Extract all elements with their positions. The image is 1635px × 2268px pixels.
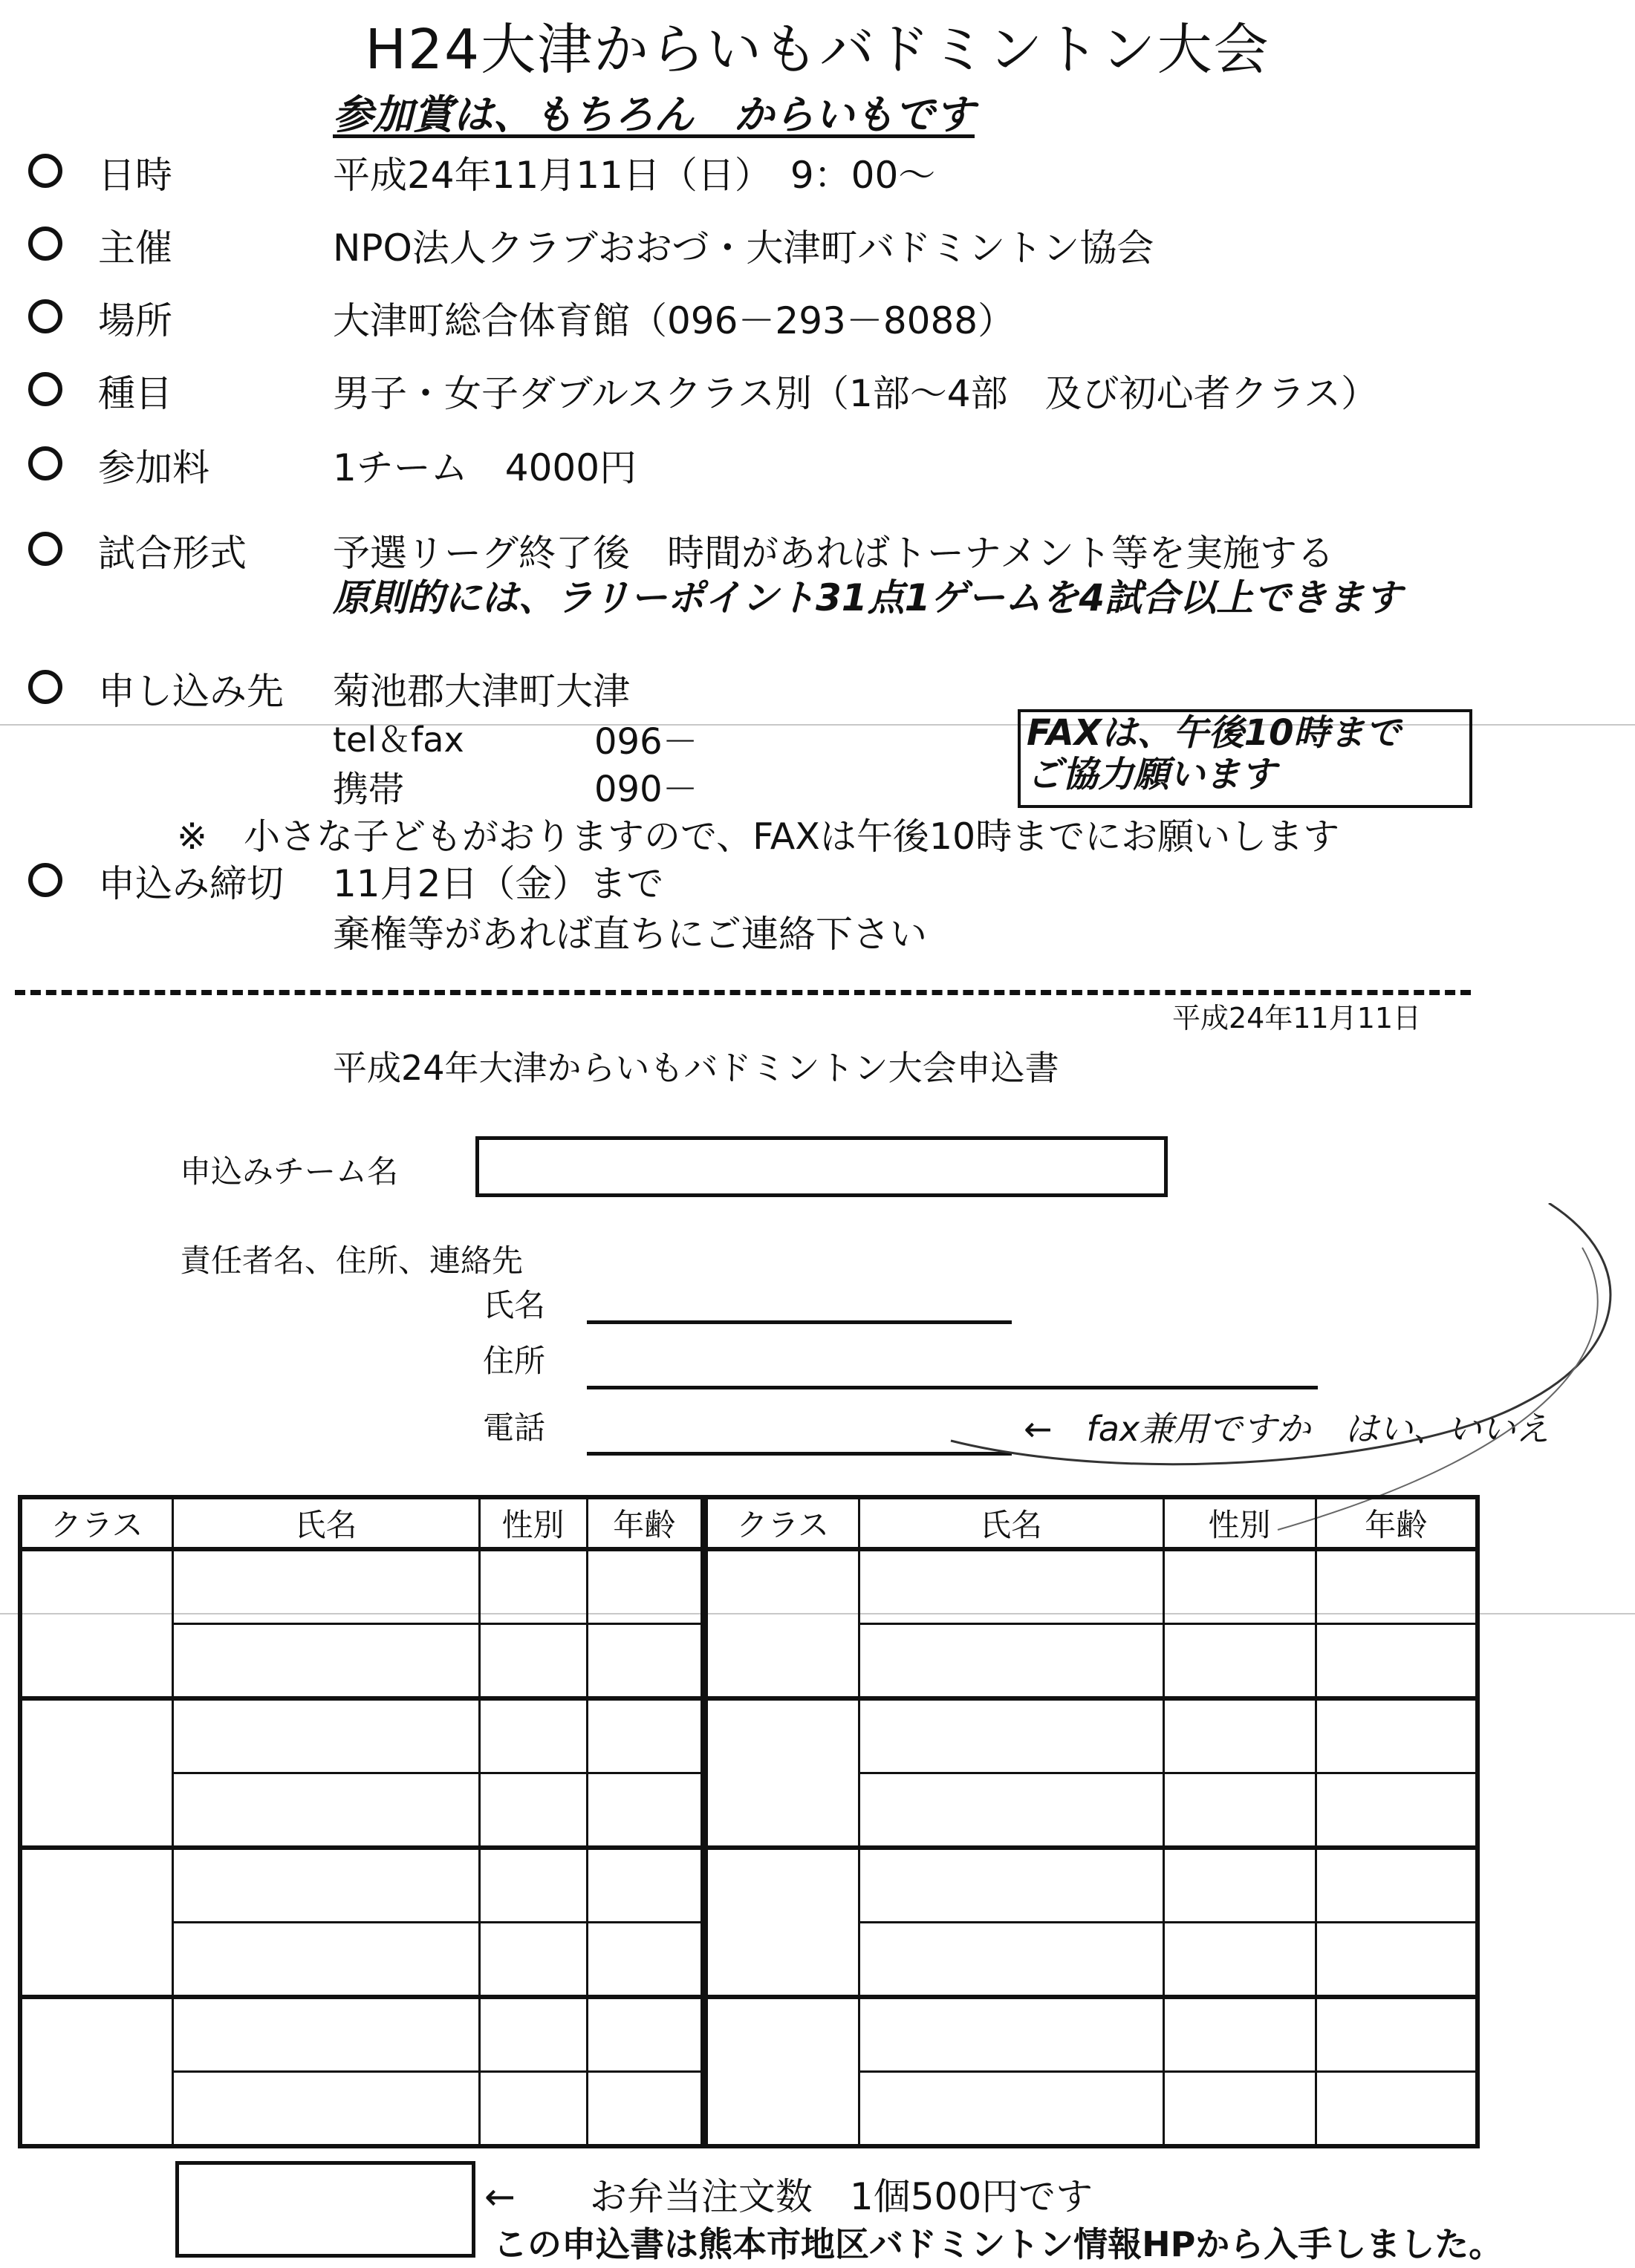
age-cell[interactable]	[587, 1848, 704, 1923]
bullet-circle-icon	[28, 863, 62, 897]
tel-fax-label: tel＆fax	[333, 720, 464, 760]
fax-note-line2: ご協力願います	[1027, 754, 1277, 795]
bullet-circle-icon	[28, 446, 62, 480]
tel-fax-value: 096－	[594, 721, 698, 763]
gender-cell[interactable]	[1163, 1624, 1316, 1699]
age-cell[interactable]	[1316, 1923, 1478, 1998]
name-cell[interactable]	[859, 1997, 1163, 2072]
name-cell[interactable]	[172, 1624, 479, 1699]
age-cell[interactable]	[1316, 1773, 1478, 1848]
gender-cell[interactable]	[1163, 1848, 1316, 1923]
item-label-host: 主催	[98, 227, 172, 270]
name-cell[interactable]	[859, 1549, 1163, 1624]
age-cell[interactable]	[1316, 1624, 1478, 1699]
item-value-date: 平成24年11月11日（日） 9：00～	[333, 154, 936, 197]
name-cell[interactable]	[859, 1773, 1163, 1848]
item-label-fee: 参加料	[98, 446, 209, 489]
bento-order-note: ← お弁当注文数 1個500円です	[484, 2175, 1093, 2218]
name-cell[interactable]	[172, 1848, 479, 1923]
gender-cell[interactable]	[479, 1549, 587, 1624]
name-cell[interactable]	[172, 1773, 479, 1848]
source-note: この申込書は熊本市地区バドミントン情報HPから入手しました。	[493, 2224, 1504, 2264]
item-label-events: 種目	[98, 372, 172, 415]
gender-cell[interactable]	[1163, 1549, 1316, 1624]
mobile-label: 携帯	[333, 769, 405, 810]
table-header-row	[20, 1497, 1478, 1549]
item-label-deadline: 申込み締切	[98, 862, 284, 905]
rep-address-label: 住所	[483, 1343, 546, 1379]
gender-cell[interactable]	[1163, 1698, 1316, 1773]
age-cell[interactable]	[587, 1624, 704, 1699]
form-date: 平成24年11月11日	[1172, 1002, 1422, 1034]
fax-note-line1: FAXは、午後10時まで	[1027, 712, 1401, 754]
gender-cell[interactable]	[479, 1698, 587, 1773]
age-cell[interactable]	[1316, 1698, 1478, 1773]
class-cell[interactable]	[704, 1997, 859, 2146]
col-header-age: 年齢	[1316, 1497, 1478, 1549]
age-cell[interactable]	[1316, 1997, 1478, 2072]
item-label-format: 試合形式	[98, 532, 247, 575]
gender-cell[interactable]	[479, 1773, 587, 1848]
col-header-class: クラス	[20, 1497, 172, 1549]
name-cell[interactable]	[859, 1848, 1163, 1923]
item-label-venue: 場所	[98, 299, 172, 342]
bullet-circle-icon	[28, 372, 62, 406]
gender-cell[interactable]	[479, 2072, 587, 2147]
bullet-circle-icon	[28, 227, 62, 261]
age-cell[interactable]	[1316, 2072, 1478, 2147]
table-row	[20, 1848, 1478, 1923]
col-header-name: 氏名	[859, 1497, 1163, 1549]
entry-table	[18, 1495, 1480, 2148]
item-value-withdrawal: 棄権等があれば直ちにご連絡下さい	[333, 913, 927, 956]
class-cell[interactable]	[704, 1698, 859, 1848]
table-row	[20, 1549, 1478, 1624]
gender-cell[interactable]	[479, 1848, 587, 1923]
cut-line	[15, 990, 1471, 995]
age-cell[interactable]	[587, 1923, 704, 1998]
age-cell[interactable]	[587, 2072, 704, 2147]
age-cell[interactable]	[1316, 1848, 1478, 1923]
name-cell[interactable]	[859, 2072, 1163, 2147]
item-value-venue: 大津町総合体育館（096－293－8088）	[333, 299, 1015, 342]
table-row	[20, 1698, 1478, 1773]
rep-phone-label: 電話	[483, 1410, 546, 1446]
col-header-name: 氏名	[172, 1497, 479, 1549]
bento-count-input[interactable]	[175, 2161, 475, 2258]
age-cell[interactable]	[587, 1997, 704, 2072]
table-row	[20, 1997, 1478, 2072]
bullet-circle-icon	[28, 154, 62, 188]
fax-note-box	[1018, 709, 1472, 808]
page-title: H24大津からいもバドミントン大会	[365, 18, 1270, 82]
item-value-host: NPO法人クラブおおづ・大津町バドミントン協会	[333, 227, 1154, 270]
class-cell[interactable]	[704, 1848, 859, 1997]
fax-time-note: ※ 小さな子どもがおりますので、FAXは午後10時までにお願いします	[177, 815, 1340, 858]
mobile-value: 090－	[594, 769, 698, 810]
age-cell[interactable]	[587, 1698, 704, 1773]
gender-cell[interactable]	[479, 1997, 587, 2072]
item-value-format: 予選リーグ終了後 時間があればトーナメント等を実施する	[333, 532, 1334, 575]
name-cell[interactable]	[172, 1923, 479, 1998]
name-cell[interactable]	[859, 1923, 1163, 1998]
item-value-format-rule: 原則的には、ラリーポイント31点1ゲームを4試合以上できます	[333, 576, 1402, 619]
name-cell[interactable]	[172, 2072, 479, 2147]
gender-cell[interactable]	[479, 1923, 587, 1998]
team-name-label: 申込みチーム名	[180, 1153, 399, 1190]
gender-cell[interactable]	[1163, 2072, 1316, 2147]
class-cell[interactable]	[20, 1997, 172, 2146]
class-cell[interactable]	[20, 1698, 172, 1848]
col-header-age: 年齢	[587, 1497, 704, 1549]
bullet-circle-icon	[28, 670, 62, 704]
name-cell[interactable]	[172, 1549, 479, 1624]
item-label-apply-to: 申し込み先	[98, 670, 284, 713]
col-header-gender: 性別	[479, 1497, 587, 1549]
name-cell[interactable]	[859, 1624, 1163, 1699]
age-cell[interactable]	[1316, 1549, 1478, 1624]
class-cell[interactable]	[704, 1549, 859, 1698]
rep-name-label: 氏名	[483, 1287, 546, 1323]
fax-shared-question: ← fax兼用ですか はい、いいえ	[1024, 1409, 1550, 1449]
name-cell[interactable]	[172, 1698, 479, 1773]
representative-label: 責任者名、住所、連絡先	[180, 1242, 524, 1279]
gender-cell[interactable]	[1163, 1997, 1316, 2072]
class-cell[interactable]	[20, 1549, 172, 1698]
bullet-circle-icon	[28, 532, 62, 566]
col-header-class: クラス	[704, 1497, 859, 1549]
item-value-events: 男子・女子ダブルスクラス別（1部～4部 及び初心者クラス）	[333, 372, 1379, 415]
bullet-circle-icon	[28, 299, 62, 333]
item-value-apply-to: 菊池郡大津町大津	[333, 670, 630, 713]
name-cell[interactable]	[172, 1997, 479, 2072]
col-header-gender: 性別	[1163, 1497, 1316, 1549]
gender-cell[interactable]	[1163, 1773, 1316, 1848]
gender-cell[interactable]	[479, 1624, 587, 1699]
age-cell[interactable]	[587, 1773, 704, 1848]
item-value-fee: 1チーム 4000円	[333, 446, 637, 489]
subtitle: 参加賞は、もちろん からいもです	[333, 91, 975, 138]
item-label-date: 日時	[98, 154, 172, 197]
gender-cell[interactable]	[1163, 1923, 1316, 1998]
team-name-input[interactable]	[475, 1136, 1168, 1197]
class-cell[interactable]	[20, 1848, 172, 1997]
name-cell[interactable]	[859, 1698, 1163, 1773]
age-cell[interactable]	[587, 1549, 704, 1624]
item-value-deadline: 11月2日（金）まで	[333, 862, 664, 905]
form-heading: 平成24年大津からいもバドミントン大会申込書	[333, 1048, 1059, 1088]
